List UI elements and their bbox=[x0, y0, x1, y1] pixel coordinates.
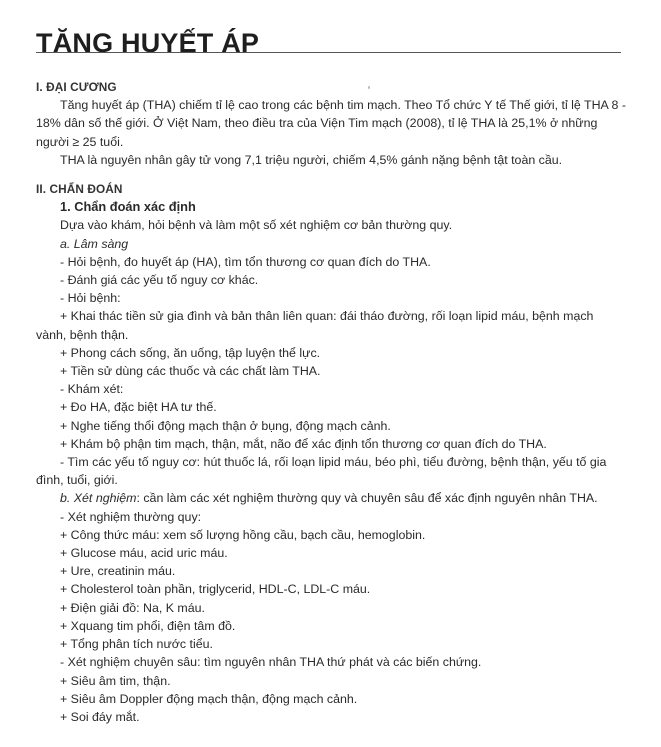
overview-paragraph-2: THA là nguyên nhân gây tử vong 7,1 triệu người, chiếm 4,5% gánh nặng bệnh tật toàn cầu. bbox=[60, 152, 563, 167]
part-b-text: : cần làm các xét nghiệm thường quy và chuyên sâu để xác định nguyên nhân THA. bbox=[136, 491, 598, 506]
section-spacer bbox=[36, 169, 626, 180]
list-item: + Khám bộ phận tim mạch, thận, mắt, não để xác định tổn thương cơ quan đích do THA. bbox=[60, 436, 547, 451]
list-item: - Hỏi bệnh: bbox=[60, 291, 121, 306]
list-item: - Xét nghiệm thường quy: bbox=[60, 509, 202, 524]
part-a-title: a. Lâm sàng bbox=[60, 236, 129, 251]
list-item: + Siêu âm Doppler động mạch thận, động mạch cảnh. bbox=[60, 691, 358, 706]
list-item: + Siêu âm tim, thận. bbox=[60, 673, 171, 688]
list-item: + Đo HA, đặc biệt HA tư thế. bbox=[60, 400, 217, 415]
list-item: + Cholesterol toàn phần, triglycerid, HDL-C, LDL-C máu. bbox=[60, 582, 371, 597]
overview-paragraph-1: Tăng huyết áp (THA) chiếm tỉ lệ cao trong các bệnh tim mạch. Theo Tổ chức Y tế Thế giới, tỉ lệ THA 8 - 18% dân số thế giới. Ở Việt Nam, theo điều tra của Viện Tim mạch (2008), tỉ lệ THA là 25,1% ở những người ≥ 25 tuổi. bbox=[36, 98, 627, 149]
part-b-label: b. Xét nghiệm bbox=[60, 491, 137, 506]
list-item: + Tổng phân tích nước tiểu. bbox=[60, 637, 213, 652]
list-item: + Khai thác tiền sử gia đình và bản thân liên quan: đái tháo đường, rối loạn lipid máu, bệnh mạch vành, bệnh thận. bbox=[36, 309, 594, 342]
document-body bbox=[36, 78, 626, 726]
list-item: - Tìm các yếu tố nguy cơ: hút thuốc lá, rối loạn lipid máu, béo phì, tiểu đường, bệnh thận, yếu tố gia đình, tuổi, giới. bbox=[36, 455, 607, 488]
list-item: + Tiền sử dùng các thuốc và các chất làm THA. bbox=[60, 364, 321, 379]
list-item: + Glucose máu, acid uric máu. bbox=[60, 546, 228, 561]
list-item: + Xquang tim phổi, điện tâm đồ. bbox=[60, 618, 236, 633]
list-item: - Hỏi bệnh, đo huyết áp (HA), tìm tổn thương cơ quan đích do THA. bbox=[60, 254, 431, 269]
list-item: + Soi đáy mắt. bbox=[60, 709, 140, 724]
list-item: - Đánh giá các yếu tố nguy cơ khác. bbox=[60, 273, 259, 288]
subheading-definitive-diagnosis: 1. Chẩn đoán xác định bbox=[60, 199, 196, 215]
list-item: + Điện giải đồ: Na, K máu. bbox=[60, 600, 205, 615]
title-divider bbox=[36, 52, 621, 53]
part-b-line bbox=[36, 489, 626, 507]
list-item: - Xét nghiệm chuyên sâu: tìm nguyên nhân THA thứ phát và các biến chứng. bbox=[60, 655, 482, 670]
list-item: - Khám xét: bbox=[60, 382, 124, 397]
list-item: + Công thức máu: xem số lượng hồng cầu, bạch cầu, hemoglobin. bbox=[60, 527, 426, 542]
section-heading-overview: I. ĐẠI CƯƠNG bbox=[36, 80, 117, 94]
diagnosis-intro: Dựa vào khám, hỏi bệnh và làm một số xét nghiệm cơ bản thường quy. bbox=[60, 218, 453, 233]
page-title: TĂNG HUYẾT ÁP bbox=[36, 28, 260, 58]
list-item: + Nghe tiếng thổi động mạch thận ở bụng, động mạch cảnh. bbox=[60, 418, 391, 433]
list-item: + Ure, creatinin máu. bbox=[60, 564, 176, 579]
list-item: + Phong cách sống, ăn uống, tập luyện thể lực. bbox=[60, 345, 321, 360]
section-heading-diagnosis: II. CHẨN ĐOÁN bbox=[36, 182, 123, 197]
